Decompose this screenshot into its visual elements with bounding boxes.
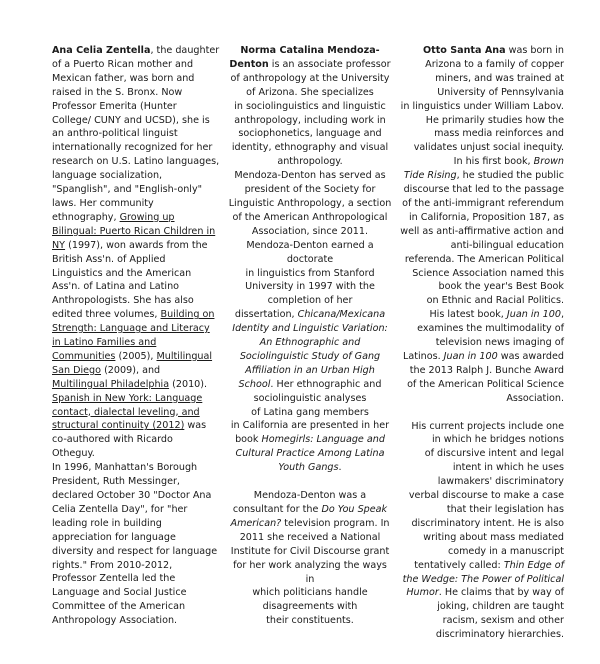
bio-text: His current projects include one in which he bridges notions of discursive intent and legal intent in which he uses lawmakers' discriminatory verbal discourse to make a case that their legislation has discriminatory intent. He is also writing about mass mediated comedy in a manuscript tentatively called: [408, 420, 564, 571]
book-link[interactable]: Growing up Bilingual: Puerto Rican Children in NY [52, 211, 216, 251]
person-name: Norma Catalina Mendoza- Denton [229, 45, 380, 70]
book-link[interactable]: Multilingual San Diego [52, 350, 213, 376]
paragraph-gap [228, 475, 392, 489]
bio-text: television program. In 2011 she received a National Institute for Civil Discourse grant for her work analyzing the ways in which politicians handle disagreements with their constituents. [230, 517, 390, 627]
person-name: Ana Celia Zentella [52, 45, 151, 56]
bio-text: (2010). [172, 378, 208, 390]
bio-text: Mendoza-Denton was a consultant for the [232, 490, 367, 515]
book-title: Juan in 100 [443, 350, 498, 362]
person-name: Otto Santa Ana [422, 45, 506, 56]
bio-paragraph: In 1996, Manhattan's Borough President, Ruth Messinger, declared October 30 "Doctor Ana Celia Zentella Day", for "her leading role in building appreciation for language diversity and respect for language rights." From 2010-2012, Professor Zentella led the Language and Social Justice Committee of the American Anthropology Association. [52, 462, 218, 627]
bio-paragraph [52, 44, 220, 461]
program-title: Do You Speak American? [230, 504, 388, 529]
bio-column-santa-ana [400, 44, 564, 642]
book-title: Chicana/Mexicana Identity and Linguistic Variation: An Ethnographic and Sociolinguistic Study of Gang Affiliation in an Urban High School [232, 309, 388, 390]
bio-text: (2009), and [104, 364, 161, 376]
bio-paragraph [228, 44, 392, 475]
bio-text: (1997), won awards from the British Ass'n. of Applied Linguistics and the American Ass'n. of Latina and Latino Anthropologists. She has also edited three volumes, [52, 239, 208, 321]
book-title: Homegirls: Language and Cultural Practice Among Latina Youth Gangs [235, 434, 385, 474]
bio-text: is an associate professor of anthropology at the University of Arizona. She specializes in sociolinguistics and linguistic anthropology, including work in sociophonetics, language and identity, ethnography and visual anthropology. Mendoza-Denton has served as president of the Society for Linguistic Anthropology, a section of the American Anthropological Association, since 2011. Mendoza-Denton earned a doctorate in linguistics from Stanford University in 1997 with the completion of her dissertation, [228, 58, 392, 321]
paragraph-gap [400, 406, 564, 420]
bio-paragraph [400, 44, 564, 406]
book-link[interactable]: Building on Strength: Language and Literacy in Latino Families and Communities [52, 309, 215, 362]
bio-text: . [338, 462, 342, 474]
bio-column-mendoza-denton [228, 44, 392, 628]
bio-column-zentella [52, 44, 220, 628]
bio-paragraph [228, 489, 392, 628]
bio-text: . He claims that by way of joking, children are taught racism, sexism and other discriminatory hierarchies. [435, 587, 564, 641]
book-link[interactable]: Spanish in New York: Language contact, dialectal leveling, and structural continuity (2012) [52, 392, 203, 432]
bio-text: (2005), [115, 350, 157, 362]
bio-paragraph [400, 420, 564, 643]
bio-text: . Her ethnographic and sociolinguistic analyses of Latina gang members in California are presented in her book [230, 378, 390, 446]
book-link[interactable]: Multilingual Philadelphia [52, 378, 170, 390]
bio-text: was born in Arizona to a family of copper miners, and was trained at University of Pennsylvania in linguistics under William Labov. He primarily studies how the mass media reinforces and validates unjust social inequity. In his first book, [400, 45, 564, 168]
book-title: Brown Tide Rising [403, 156, 564, 182]
bio-text: was awarded the 2013 Ralph J. Bunche Award of the American Political Science Association. [407, 350, 564, 404]
bio-text: , examines the multimodality of television news imaging of Latinos. [402, 309, 564, 362]
book-title: Juan in 100 [506, 309, 561, 321]
bio-text: , the daughter of a Puerto Rican mother and Mexican father, was born and raised in the S. Bronx. Now Professor Emerita (Hunter College/ CUNY and UCSD), she is an anthro-political linguist internationally recognized for her research on U.S. Latino languages, language socialization, "Spanglish", and "English-only" laws. Her community ethnography, [52, 45, 220, 223]
bio-text: , he studied the public discourse that led to the passage of the anti-immigrant referendum in California, Proposition 187, as well as anti-affirmative action and anti-bilingual education referenda. The American Political Science Association named this book the year's Best Book on Ethnic and Racial Politics. His latest book, [400, 170, 564, 321]
book-title: Thin Edge of the Wedge: The Power of Political Humor [402, 559, 564, 599]
bio-text: was co-authored with Ricardo Otheguy. [52, 420, 207, 460]
